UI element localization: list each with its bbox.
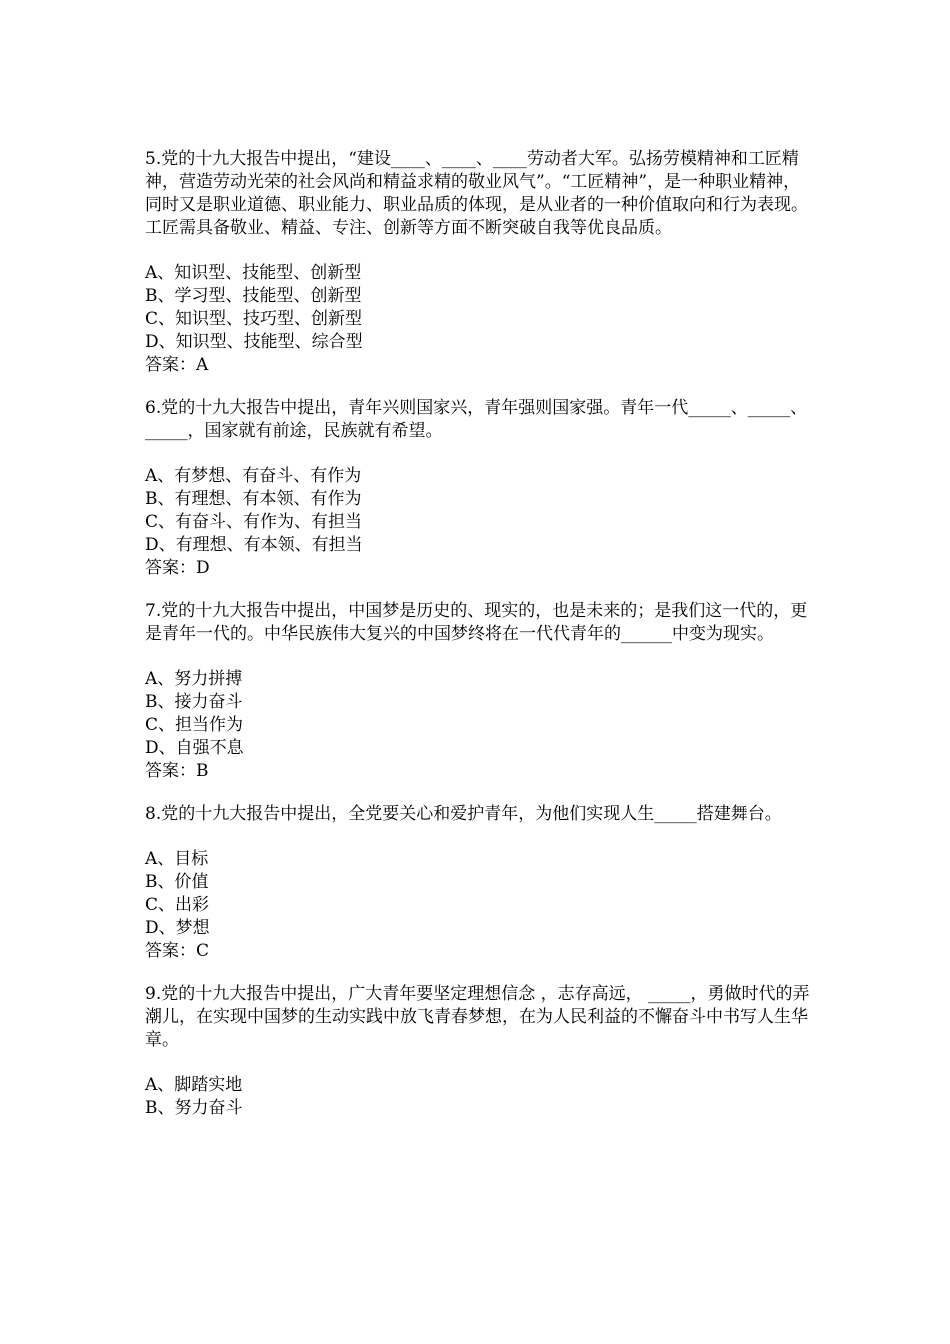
question-stem: 9.党的十九大报告中提出，广大青年要坚定理想信念 ，志存高远， _____，勇做时代的弄潮儿，在实现中国梦的生动实践中放飞青春梦想，在为人民利益的不懈奋斗中书写人生华章。 bbox=[145, 984, 810, 1050]
answer-line: 答案：D bbox=[145, 558, 210, 578]
option-d: D、自强不息 bbox=[145, 738, 244, 758]
question-5 bbox=[145, 148, 810, 377]
option-a: A、知识型、技能型、创新型 bbox=[145, 263, 362, 283]
option-c: C、担当作为 bbox=[145, 715, 244, 735]
answer-line: 答案：B bbox=[145, 761, 209, 781]
option-a: A、目标 bbox=[145, 849, 209, 869]
answer-line: 答案：C bbox=[145, 941, 210, 961]
question-9 bbox=[145, 983, 810, 1120]
option-b: B、学习型、技能型、创新型 bbox=[145, 286, 362, 306]
question-stem: 5.党的十九大报告中提出，“建设____、____、____劳动者大军。弘扬劳模精神和工匠精神，营造劳动光荣的社会风尚和精益求精的敬业风气”。“工匠精神”，是一种职业精神，同时又是职业道德、职业能力、职业品质的体现，是从业者的一种价值取向和行为表现。工匠需具备敬业、精益、专注、创新等方面不断突破自我等优良品质。 bbox=[145, 149, 808, 238]
option-d: D、有理想、有本领、有担当 bbox=[145, 535, 363, 555]
option-b: B、价值 bbox=[145, 872, 209, 892]
question-7 bbox=[145, 600, 810, 783]
question-stem: 8.党的十九大报告中提出，全党要关心和爱护青年，为他们实现人生_____搭建舞台。 bbox=[145, 804, 782, 824]
question-stem: 7.党的十九大报告中提出，中国梦是历史的、现实的，也是未来的；是我们这一代的，更是青年一代的。中华民族伟大复兴的中国梦终将在一代代青年的______中变为现实。 bbox=[145, 601, 808, 644]
option-b: B、努力奋斗 bbox=[145, 1098, 243, 1118]
option-b: B、有理想、有本领、有作为 bbox=[145, 489, 362, 509]
option-d: D、知识型、技能型、综合型 bbox=[145, 332, 363, 352]
question-6 bbox=[145, 397, 810, 580]
question-8 bbox=[145, 803, 810, 963]
option-a: A、有梦想、有奋斗、有作为 bbox=[145, 466, 362, 486]
option-c: C、出彩 bbox=[145, 895, 210, 915]
option-a: A、脚踏实地 bbox=[145, 1075, 243, 1095]
option-d: D、梦想 bbox=[145, 918, 210, 938]
option-b: B、接力奋斗 bbox=[145, 692, 243, 712]
option-a: A、努力拼搏 bbox=[145, 669, 243, 689]
document-page bbox=[145, 148, 810, 1140]
question-stem: 6.党的十九大报告中提出，青年兴则国家兴，青年强则国家强。青年一代_____、_____、_____，国家就有前途，民族就有希望。 bbox=[145, 398, 808, 441]
answer-line: 答案：A bbox=[145, 355, 209, 375]
option-c: C、有奋斗、有作为、有担当 bbox=[145, 512, 363, 532]
option-c: C、知识型、技巧型、创新型 bbox=[145, 309, 363, 329]
